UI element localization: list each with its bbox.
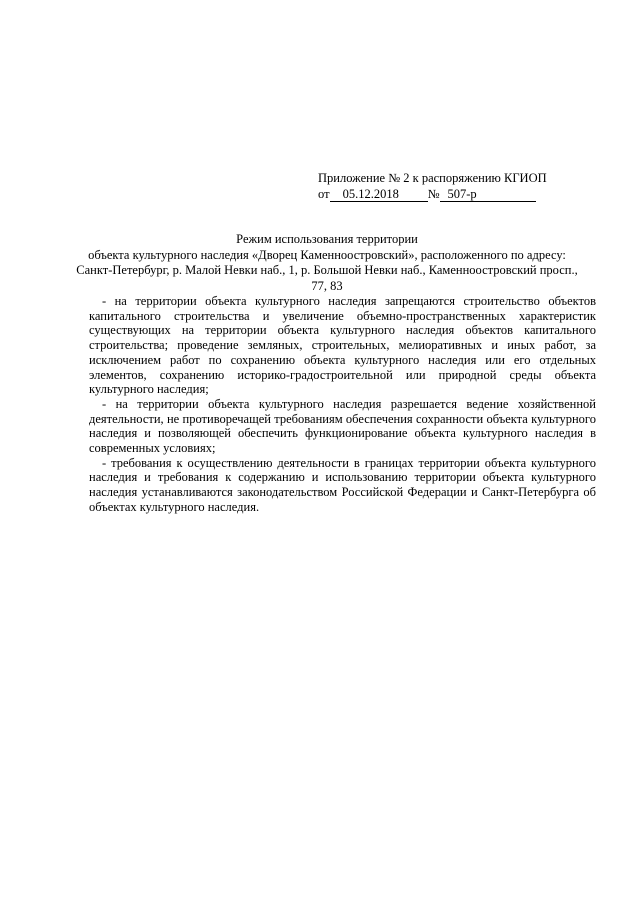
appendix-date-number-line [318,186,588,202]
heading-address-numbers: 77, 83 [311,278,343,293]
number-label: № [427,187,440,201]
paragraph-prohibitions: - на территории объекта культурного наследия запрещаются строительство объектов капитального строительства и увеличение объемно-пространственных характеристик существующих на территории объекта культурного наследия объектов капитального строительства; проведение земляных, строительных, мелиоративных и иных работ, за исключением работ по сохранению объекта культурного наследия или его отдельных элементов, сохранению историко-градостроительной или природной среды объекта культурного наследия; [89,294,596,397]
appendix-title: Приложение № 2 к распоряжению КГИОП [318,171,547,185]
paragraph-requirements: - требования к осуществлению деятельности в границах территории объекта культурного наследия и требования к содержанию и использованию территории объекта культурного наследия устанавливаются законодательством Российской Федерации и Санкт-Петербурга об объектах культурного наследия. [89,455,596,514]
heading-title: Режим использования территории [236,232,418,246]
from-label: от [318,187,330,201]
order-date: 05.12.2018 [330,188,428,202]
appendix-header [318,170,588,202]
heading-address-line: Санкт-Петербург, р. Малой Невки наб., 1, р. Большой Невки наб., Каменноостровский просп., [76,263,578,277]
document-body [89,294,596,515]
paragraph-permissions: - на территории объекта культурного наследия разрешается ведение хозяйственной деятельности, не противоречащей требованиям обеспечения сохранности объекта культурного наследия и позволяющей обеспечить функционирование объекта культурного наследия в современных условиях; [89,396,596,456]
heading-object-line: объекта культурного наследия «Дворец Каменноостровский», расположенного по адресу: [88,247,566,262]
document-heading [60,232,594,294]
order-number: 507-р [440,188,536,202]
